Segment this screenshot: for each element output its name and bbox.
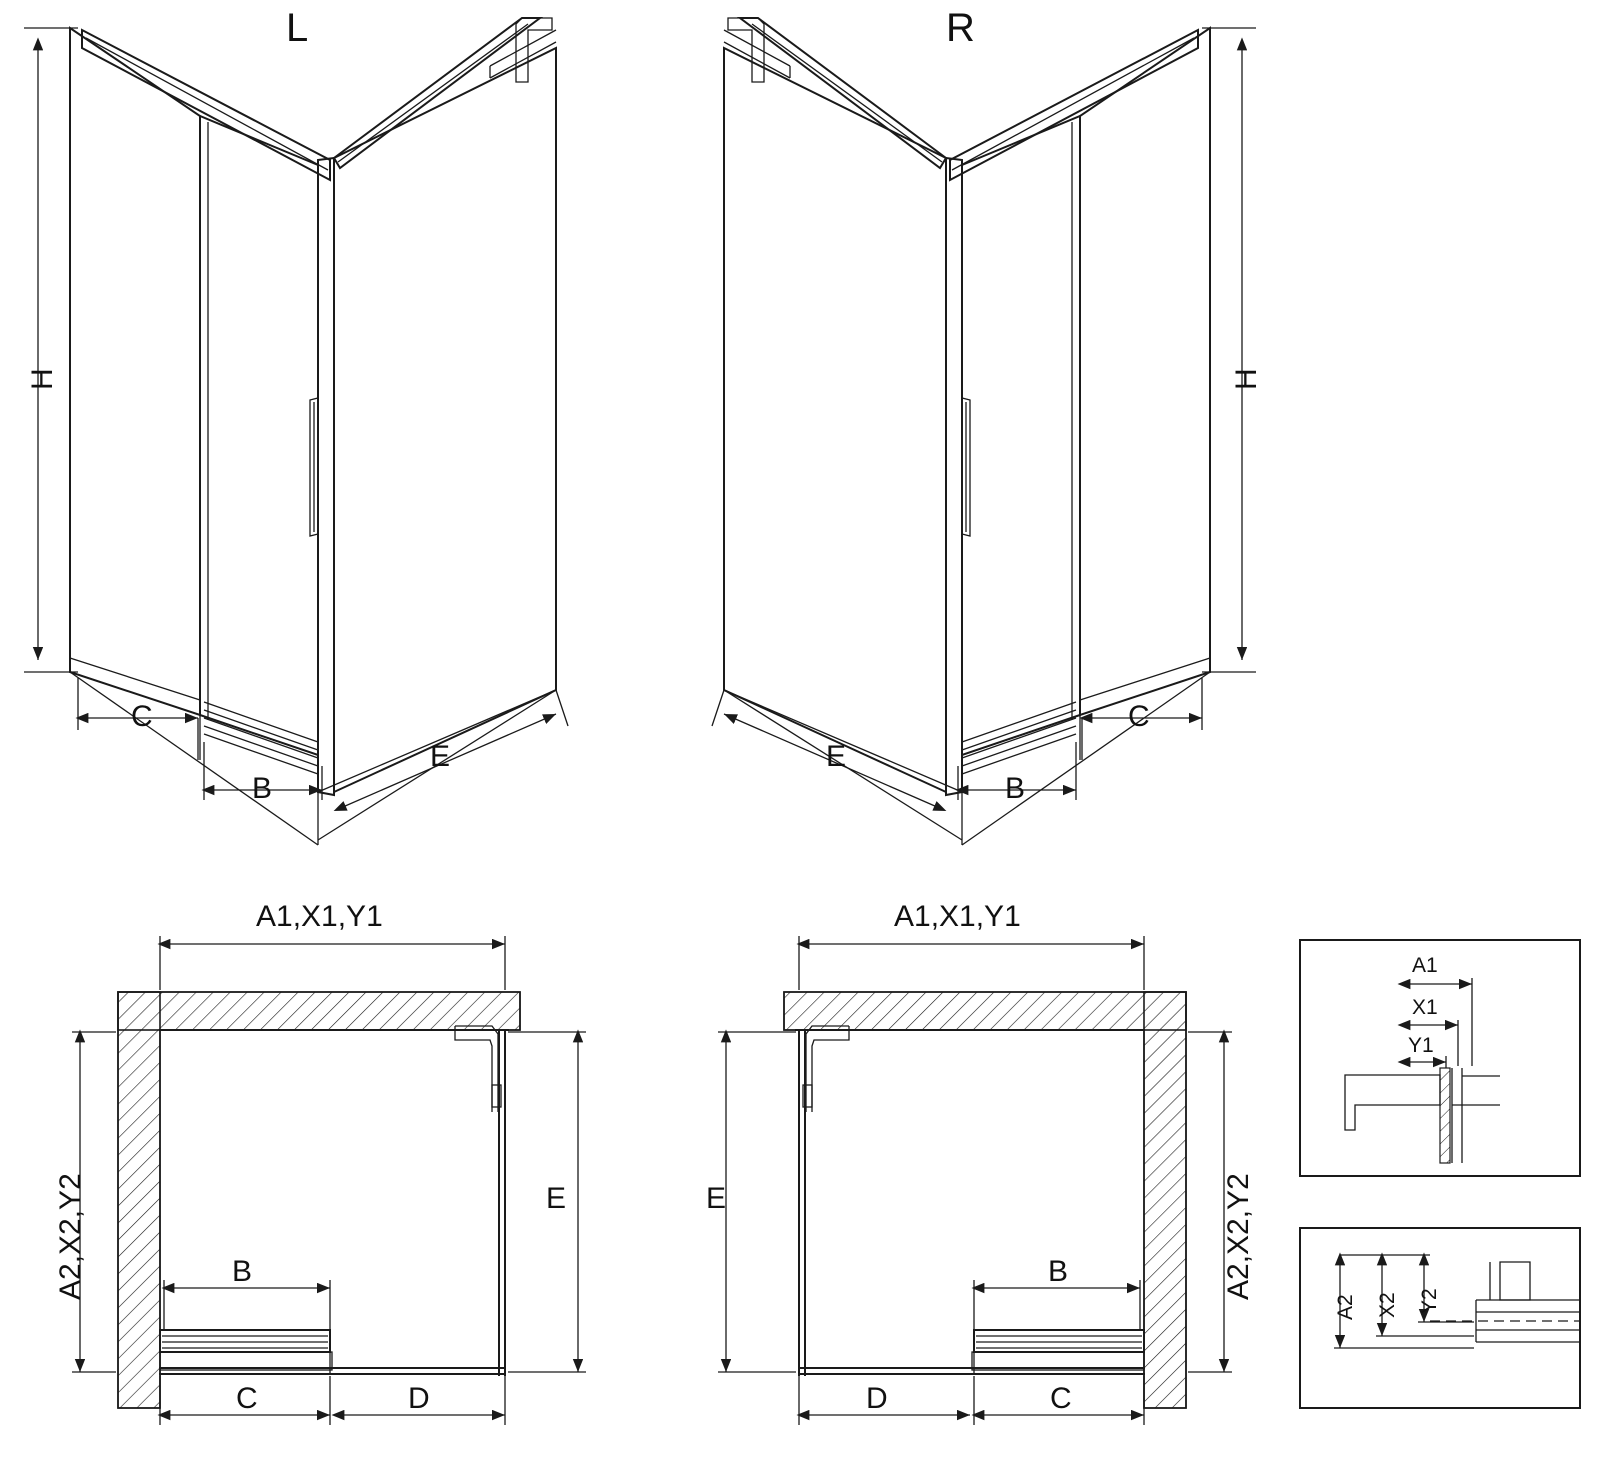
plan-right-c-dimension-label: C xyxy=(1050,1382,1072,1415)
dimension-label-b-right: B xyxy=(1005,772,1026,805)
plan-left-side-dimension-label: A2,X2,Y2 xyxy=(54,1173,87,1300)
plan-left-top-dimension-label: A1,X1,Y1 xyxy=(256,900,383,933)
detail-top-label-x1: X1 xyxy=(1412,996,1438,1019)
plan-left-e-dimension-label: E xyxy=(546,1182,567,1215)
detail-top-label-y1: Y1 xyxy=(1408,1034,1434,1057)
plan-view-right xyxy=(784,992,1186,1408)
detail-top xyxy=(1300,940,1580,1176)
plan-right-b-dimension-label: B xyxy=(1048,1255,1069,1288)
dimension-label-b-left: B xyxy=(252,772,273,805)
view-label-left: L xyxy=(286,6,309,50)
dimension-label-c-left: C xyxy=(131,700,153,733)
plan-left-d-dimension-label: D xyxy=(408,1382,430,1415)
detail-bottom-label-x2: X2 xyxy=(1376,1292,1399,1318)
dimension-label-c-right: C xyxy=(1128,700,1150,733)
plan-right-e-dimension-label: E xyxy=(706,1182,727,1215)
dimension-label-e-right: E xyxy=(826,740,847,773)
plan-view-left xyxy=(118,992,520,1408)
dimension-label-h-left: H xyxy=(26,368,59,390)
plan-right-d-dimension-label: D xyxy=(866,1382,888,1415)
detail-bottom-label-a2: A2 xyxy=(1334,1294,1357,1320)
dimension-e-left xyxy=(336,690,568,810)
dimension-label-e-left: E xyxy=(430,740,451,773)
dimension-label-h-right: H xyxy=(1230,368,1263,390)
detail-top-label-a1: A1 xyxy=(1412,954,1438,977)
detail-bottom-label-y2: Y2 xyxy=(1418,1288,1441,1314)
view-label-right: R xyxy=(946,6,975,50)
plan-right-top-dimension-label: A1,X1,Y1 xyxy=(894,900,1021,933)
plan-right-side-dimension-label: A2,X2,Y2 xyxy=(1222,1173,1255,1300)
plan-left-c-dimension-label: C xyxy=(236,1382,258,1415)
plan-left-b-dimension-label: B xyxy=(232,1255,253,1288)
